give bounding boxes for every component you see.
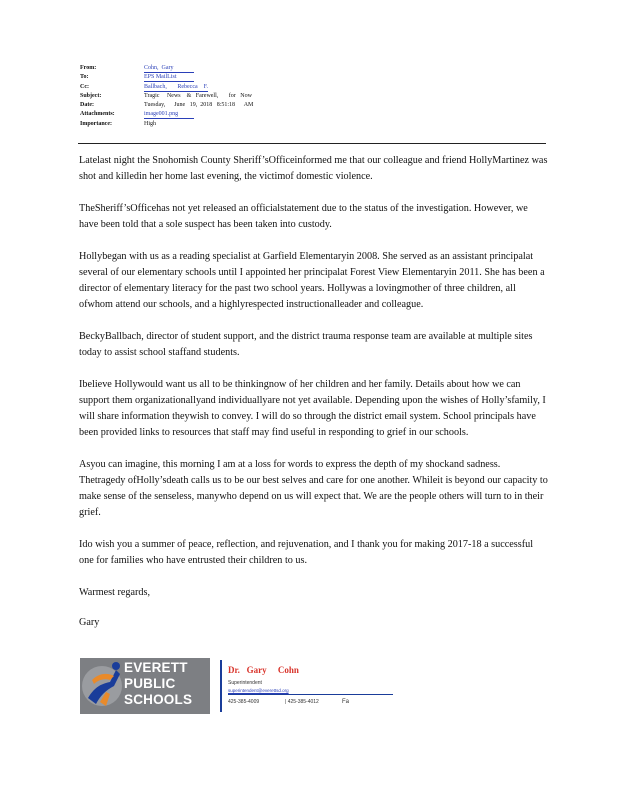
subject-value: Tragic News & Farewell, for Now (144, 92, 252, 99)
signature-name: Dr. Gary Cohn (228, 665, 299, 675)
date-label: Date: (80, 102, 94, 109)
cc-row (80, 83, 550, 92)
cc-value[interactable] (144, 83, 550, 92)
body-paragraph-6: Asyou can imagine, this morning I am at a loss for words to express the depth of my shockand sadness. Thetragedy ofHolly’sdeath calls us to be our best selves and care for one another. Whileit is beyond our capacity to make sense of the senseless, manywho depend on us will expect that. We are the people others will turn to in their grief. (79, 459, 548, 518)
to-value[interactable] (144, 73, 550, 82)
importance-label: Importance: (80, 120, 112, 127)
attachment-link[interactable]: image001.png (144, 111, 194, 119)
logo-line-2: PUBLIC (124, 676, 176, 691)
body-paragraph-3: Hollybegan with us as a reading specialist at Garfield Elementaryin 2008. She served as an assistant principalat several of our elementary schools until I appointed her principalat Forest View Elementaryin 2011. She has been a director of elementary literacy for the past two school years. Hollywas a lovingmother of three children, all ofwhom attend our schools, and a highlyrespected instructionalleader and colleague. (79, 251, 545, 310)
email-header (80, 64, 550, 129)
body-paragraph-7: Ido wish you a summer of peace, reflection, and rejuvenation, and I thank you for making 2017-18 a successful one for families who have entrusted their children to us. (79, 539, 534, 566)
signature-phone-2: | 425-385-4012 (285, 699, 319, 705)
attachments-row (80, 110, 550, 119)
attachments-value[interactable] (144, 110, 550, 119)
signature-title: Superintendent (228, 680, 262, 686)
body-paragraph-2: TheSheriff’sOfficehas not yet released an officialstatement due to the status of the investigation. However, we have been told that a sole suspect has been taken into custody. (79, 203, 528, 230)
email-body (79, 153, 549, 647)
date-value: Tuesday, June 19, 2018 8:51:18 AM (144, 102, 254, 109)
from-label: From: (80, 65, 97, 71)
signature-divider (220, 660, 222, 712)
logo-line-1: EVERETT (124, 660, 188, 675)
body-paragraph-4: BeckyBallbach, director of student support, and the district trauma response team are available at multiple sites today to assist school staffand students. (79, 331, 533, 358)
to-link[interactable]: EPS MailList (144, 74, 194, 82)
email-signature (80, 658, 550, 718)
from-link[interactable]: Cohn, Gary (144, 65, 194, 73)
header-divider (78, 143, 546, 144)
signature-email-link[interactable]: superintendent@everettsd.org (228, 688, 289, 693)
date-row (80, 101, 550, 110)
from-value[interactable] (144, 64, 550, 73)
cc-label: Cc: (80, 83, 89, 90)
signoff: Gary (79, 617, 100, 628)
everett-public-schools-logo (80, 658, 210, 714)
signature-rule (228, 694, 393, 695)
to-row (80, 73, 550, 82)
importance-value: High (144, 120, 156, 127)
subject-row (80, 92, 550, 101)
body-paragraph-1: Latelast night the Snohomish County Sheriff’sOfficeinformed me that our colleague and friend HollyMartinez was shot and killedin her home last evening, the victimof domestic violence. (79, 155, 548, 182)
importance-row (80, 120, 550, 129)
body-paragraph-5: Ibelieve Hollywould want us all to be thinkingnow of her children and her family. Details about how we can support them organizationallyand individuallyare not yet available. Depending upon the wishes of Holly’sfamily, I will share information theywish to convey. I will do so through the district email system. School principals have been provided links to resources that staff may find useful in responding to grief in our schools. (79, 379, 546, 438)
logo-text (124, 660, 192, 708)
closing: Warmest regards, (79, 587, 151, 598)
cc-link[interactable]: Ballbach, Rebecca F. (144, 83, 208, 90)
attachments-label: Attachments: (80, 111, 115, 118)
signature-fax: Fa (342, 699, 350, 705)
signature-phone: 425-385-4009 (228, 699, 260, 705)
from-row (80, 64, 550, 73)
to-label: To: (80, 74, 89, 81)
logo-line-3: SCHOOLS (124, 692, 193, 707)
subject-label: Subject: (80, 92, 102, 99)
